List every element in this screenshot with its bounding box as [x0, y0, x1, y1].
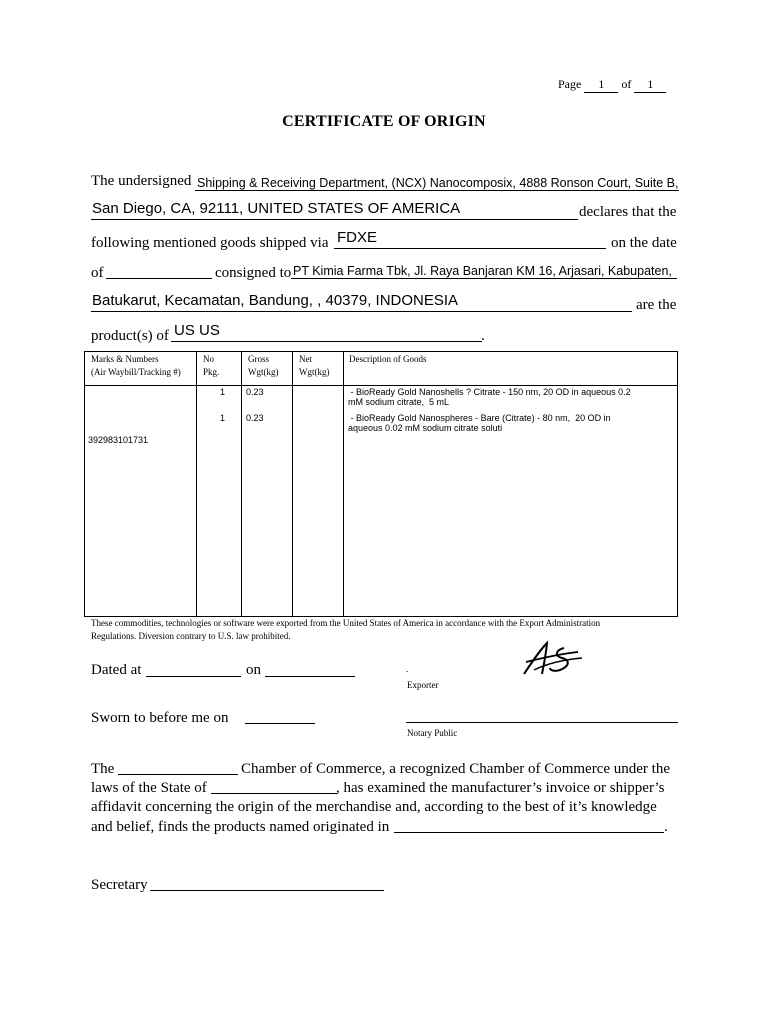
page-total: 1	[634, 77, 666, 93]
chamber-line1-text: Chamber of Commerce, a recognized Chamber of Commerce under the	[241, 761, 671, 777]
header-gross-line1: Gross	[248, 354, 270, 364]
secretary-label: Secretary	[91, 877, 148, 893]
chamber-the: The	[91, 761, 115, 777]
notary-public-label: Notary Public	[407, 728, 458, 738]
state-rule	[211, 793, 337, 794]
chamber-line2-text: , has examined the manufacturer’s invoice or shipper’s	[336, 780, 665, 796]
tracking-number: 392983101731	[88, 435, 149, 445]
carrier-rule	[334, 248, 606, 249]
consigned-label: consigned to	[215, 265, 292, 281]
exporter-signature-icon	[520, 640, 586, 680]
row1-pkg: 1	[220, 387, 226, 397]
row2-gross: 0.23	[246, 413, 264, 423]
row2-description	[348, 413, 676, 433]
row2-desc-line2: aqueous 0.02 mM sodium citrate soluti	[348, 423, 503, 433]
export-notice-line2: Regulations. Diversion contrary to U.S. law prohibited.	[91, 631, 291, 641]
sworn-date-rule	[245, 723, 315, 724]
row2-desc-line1: - BioReady Gold Nanospheres - Bare (Citrate) - 80 nm, 20 OD in	[348, 413, 611, 423]
of-label: of	[91, 265, 104, 281]
shipper-address-line2: San Diego, CA, 92111, UNITED STATES OF AMERICA	[92, 200, 461, 217]
notary-signature-rule	[406, 722, 678, 723]
consignee-address-line1: PT Kimia Farma Tbk, Jl. Raya Banjaran KM 16, Arjasari, Kabupaten,	[293, 264, 672, 278]
chamber-line3-text: affidavit concerning the origin of the merchandise and, according to the best of it’s knowledge	[91, 799, 657, 815]
sworn-label: Sworn to before me on	[91, 710, 229, 726]
page-label: Page	[558, 77, 582, 91]
col-divider-1	[196, 352, 197, 616]
carrier-value: FDXE	[337, 229, 378, 246]
on-date-rule	[265, 676, 355, 677]
page-current: 1	[584, 77, 618, 93]
origin-rule	[171, 341, 482, 342]
consignee-line1-rule	[291, 278, 677, 279]
dated-at-rule	[146, 676, 241, 677]
document-title-text: CERTIFICATE OF ORIGIN	[282, 113, 486, 130]
header-net	[299, 353, 330, 379]
date-blank-rule	[106, 278, 212, 279]
on-the-date-text: on the date	[611, 235, 677, 251]
shipper-address-line1: Shipping & Receiving Department, (NCX) Nanocomposix, 4888 Ronson Court, Suite B,	[197, 176, 679, 190]
header-gross-line2: Wgt(kg)	[248, 367, 279, 377]
dated-at-label: Dated at	[91, 662, 142, 678]
col-divider-2	[241, 352, 242, 616]
row1-desc-line1: - BioReady Gold Nanoshells ? Citrate - 150 nm, 20 OD in aqueous 0.2	[348, 387, 631, 397]
header-description: Description of Goods	[349, 354, 427, 364]
header-net-line1: Net	[299, 354, 312, 364]
row1-description	[348, 387, 676, 407]
col-divider-4	[343, 352, 344, 616]
goods-table	[84, 351, 678, 617]
products-of-label: product(s) of	[91, 328, 169, 344]
shipper-line1-rule	[195, 190, 679, 191]
header-marks-line1: Marks & Numbers	[91, 354, 159, 364]
chamber-laws-label: laws of the State of	[91, 780, 207, 796]
declares-text: declares that the	[579, 204, 677, 220]
header-net-line2: Wgt(kg)	[299, 367, 330, 377]
secretary-signature-rule	[150, 890, 384, 891]
col-divider-3	[292, 352, 293, 616]
header-marks-line2: (Air Waybill/Tracking #)	[91, 367, 181, 377]
consignee-line2-rule	[91, 311, 632, 312]
export-notice	[91, 617, 691, 643]
exporter-label: Exporter	[407, 680, 439, 690]
page-number	[558, 77, 666, 93]
header-no-line1: No	[203, 354, 214, 364]
header-divider	[85, 385, 677, 386]
origin-value: US US	[174, 322, 220, 339]
shipped-via-label: following mentioned goods shipped via	[91, 235, 329, 251]
shipper-line2-rule	[91, 219, 578, 220]
chamber-line4-text: and belief, finds the products named originated in	[91, 819, 390, 835]
consignee-address-line2: Batukarut, Kecamatan, Bandung, , 40379, INDONESIA	[92, 292, 459, 309]
page-of-label: of	[621, 77, 632, 91]
header-marks	[91, 353, 181, 379]
are-the-text: are the	[636, 297, 677, 313]
header-no-pkg	[203, 353, 219, 379]
exporter-dot: .	[406, 664, 409, 674]
chamber-line4-period: .	[664, 819, 668, 835]
document-title	[0, 113, 768, 131]
on-label: on	[246, 662, 261, 678]
origin-country-rule	[394, 832, 664, 833]
row2-pkg: 1	[220, 413, 226, 423]
chamber-name-rule	[118, 774, 238, 775]
undersigned-label: The undersigned	[91, 173, 192, 189]
row1-gross: 0.23	[246, 387, 264, 397]
header-no-line2: Pkg.	[203, 367, 220, 377]
origin-period: .	[481, 328, 485, 344]
header-gross	[248, 353, 279, 379]
export-notice-line1: These commodities, technologies or software were exported from the United States of America in accordance with the Export Administration	[91, 618, 601, 628]
row1-desc-line2: mM sodium citrate, 5 mL	[348, 397, 450, 407]
